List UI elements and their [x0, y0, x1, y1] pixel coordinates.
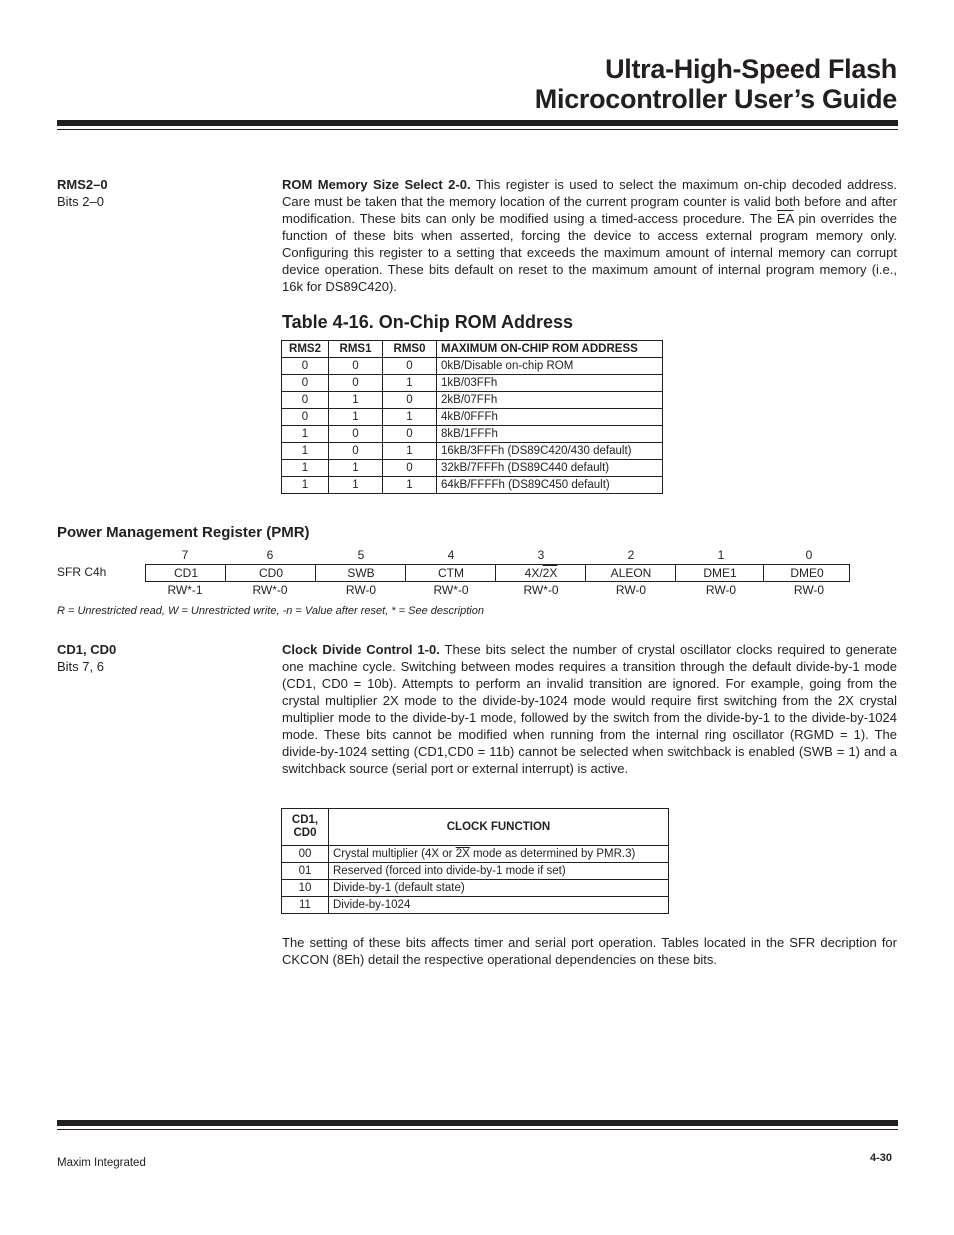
- cd-heading: Clock Divide Control 1-0.: [282, 642, 440, 657]
- rom-col-rms2: RMS2: [282, 341, 329, 358]
- table-cell: 1: [383, 443, 437, 460]
- pmr-section-title: Power Management Register (PMR): [57, 524, 310, 541]
- page-title-line-1: Ultra-High-Speed Flash: [605, 54, 897, 84]
- table-row: [282, 846, 669, 863]
- bit-number-0: 0: [805, 548, 813, 562]
- bit-name-4x-2x: [495, 565, 586, 581]
- table-cell: 0: [282, 409, 329, 426]
- table-cell: [329, 846, 669, 863]
- register-legend-note: R = Unrestricted read, W = Unrestricted write, -n = Value after reset, * = See description: [57, 605, 484, 617]
- table-cell: 32kB/7FFFh (DS89C440 default): [437, 460, 663, 477]
- table-cell: 11: [282, 897, 329, 914]
- rom-table-title: Table 4-16. On-Chip ROM Address: [282, 312, 574, 332]
- table-cell: 4kB/0FFFh: [437, 409, 663, 426]
- footer-rule-thick: [57, 1120, 898, 1126]
- table-cell: 1: [282, 443, 329, 460]
- ea-pin-label: $\overline{EA}$: [776, 211, 794, 226]
- table-cell: Reserved (forced into divide-by-1 mode if set): [329, 863, 669, 880]
- rms-text-a: This register is used to select the maximum on-chip decoded address. Care must be taken that the memory location of the current program counter is valid both before and after modification. These bits can only be modified using a timed-access procedure. The: [282, 177, 897, 226]
- bit-access-2: RW-0: [615, 583, 647, 597]
- bit-number-6: 6: [266, 548, 274, 562]
- table-row: [282, 392, 663, 409]
- table-cell: 0: [383, 358, 437, 375]
- table-row: [282, 409, 663, 426]
- sfr-address-label: SFR C4h: [57, 565, 107, 579]
- clock-row0-text-b: mode as determined by PMR.3): [469, 848, 636, 860]
- header-rule-thin: [57, 129, 898, 130]
- table-row: [282, 358, 663, 375]
- table-cell: 1: [329, 409, 383, 426]
- bit-number-5: 5: [357, 548, 365, 562]
- clock-col-code-line-1: CD1,: [291, 814, 319, 826]
- clock-col-code: [282, 809, 329, 846]
- bit-name-cd1: CD1: [145, 565, 226, 581]
- footer-company: Maxim Integrated: [57, 1157, 146, 1169]
- table-cell: 0: [282, 392, 329, 409]
- bit-access-6: RW*-0: [252, 583, 288, 597]
- bit-access-5: RW-0: [345, 583, 377, 597]
- clock-col-code-line-2: CD0: [293, 827, 317, 839]
- bit-access-1: RW-0: [705, 583, 737, 597]
- page-title-line-2: Microcontroller User’s Guide: [534, 84, 897, 114]
- table-cell: 2kB/07FFh: [437, 392, 663, 409]
- table-row: [282, 880, 669, 897]
- table-cell: 1: [329, 392, 383, 409]
- rom-col-rms0: RMS0: [383, 341, 437, 358]
- table-cell: 1: [383, 409, 437, 426]
- bit-name-dme0: DME0: [763, 565, 850, 581]
- table-cell: 0: [282, 375, 329, 392]
- bit-access-0: RW-0: [793, 583, 825, 597]
- rom-col-rms1: RMS1: [329, 341, 383, 358]
- table-cell: 00: [282, 846, 329, 863]
- clock-col-function: CLOCK FUNCTION: [329, 809, 669, 846]
- table-cell: Divide-by-1 (default state): [329, 880, 669, 897]
- rms-description: [282, 176, 897, 295]
- bit-access-4: RW*-0: [433, 583, 469, 597]
- bit-name-ctm: CTM: [405, 565, 496, 581]
- bit-name-swb: SWB: [315, 565, 406, 581]
- table-row: [282, 460, 663, 477]
- table-cell: 0: [329, 375, 383, 392]
- table-cell: 0: [383, 426, 437, 443]
- clock-row0-text-a: Crystal multiplier (4X or: [333, 848, 456, 860]
- bit-number-4: 4: [447, 548, 455, 562]
- table-cell: 10: [282, 880, 329, 897]
- table-cell: 0: [329, 426, 383, 443]
- rom-address-table: [281, 340, 663, 494]
- table-cell: Divide-by-1024: [329, 897, 669, 914]
- clock-row0-2x-bar: 2X: [455, 848, 470, 860]
- cd-text: These bits select the number of crystal oscillator clocks required to generate one machine cycle. Switching between modes requires a transition through the default divide-by-1 mode (CD1, CD0 = 10b). Attempts to perform an invalid transition are ignored. For example, going from the crystal multiplier 2X mode to the divide-by-1024 mode would require first switching from the 2X crystal multiplier mode to the divide-by-1 mode, followed by the switch from the divide-by-1 to the divide-by-1024 mode. These bits cannot be modified when running from the internal ring oscillator (RGMD = 1). The divide-by-1024 setting (CD1,CD0 = 11b) cannot be selected when switchback is enabled (SWB = 1) and a switchback source (serial port or external interrupt) is active.: [282, 642, 897, 776]
- clock-function-table: [281, 808, 669, 914]
- bit-access-3: RW*-0: [523, 583, 559, 597]
- table-row: [282, 897, 669, 914]
- bit-name-dme1: DME1: [675, 565, 764, 581]
- rms-field-name: RMS2–0: [57, 177, 108, 192]
- cd-field-bits: Bits 7, 6: [57, 659, 104, 674]
- table-cell: 0: [383, 460, 437, 477]
- table-cell: 1: [383, 375, 437, 392]
- page-number: 4-30: [869, 1152, 892, 1164]
- clock-table-header-row: [282, 809, 669, 846]
- table-cell: 1: [282, 426, 329, 443]
- table-cell: 0: [282, 358, 329, 375]
- bit-name-aleon: ALEON: [585, 565, 676, 581]
- bit-access-7: RW*-1: [167, 583, 203, 597]
- table-row: [282, 443, 663, 460]
- bit-number-2: 2: [627, 548, 635, 562]
- table-row: [282, 477, 663, 494]
- pmr-register-box: [145, 564, 850, 582]
- table-cell: 1: [282, 477, 329, 494]
- table-cell: 1kB/03FFh: [437, 375, 663, 392]
- table-cell: 1: [383, 477, 437, 494]
- cd-description: [282, 641, 897, 777]
- rom-col-max-address: MAXIMUM ON-CHIP ROM ADDRESS: [437, 341, 663, 358]
- rms-heading: ROM Memory Size Select 2-0.: [282, 177, 471, 192]
- table-cell: 1: [329, 477, 383, 494]
- bit-number-7: 7: [181, 548, 189, 562]
- table-row: [282, 863, 669, 880]
- cd-field-name: CD1, CD0: [57, 642, 117, 657]
- rom-table-header-row: [282, 341, 663, 358]
- bit-number-1: 1: [717, 548, 725, 562]
- table-cell: 0kB/Disable on-chip ROM: [437, 358, 663, 375]
- table-cell: 16kB/3FFFh (DS89C420/430 default): [437, 443, 663, 460]
- table-cell: 64kB/FFFFh (DS89C450 default): [437, 477, 663, 494]
- bit-name-2x-bar: 2X: [542, 566, 558, 580]
- table-cell: 0: [383, 392, 437, 409]
- bit-name-4x: 4X/: [524, 566, 543, 580]
- bit-number-3: 3: [537, 548, 545, 562]
- table-cell: 0: [329, 443, 383, 460]
- table-cell: 8kB/1FFFh: [437, 426, 663, 443]
- table-cell: 1: [329, 460, 383, 477]
- header-rule-thick: [57, 120, 898, 126]
- table-row: [282, 426, 663, 443]
- rms-text-b: pin overrides the function of these bits when asserted, forcing the device to access external program memory only. Configuring this register to a setting that exceeds the maximum amount of internal memory can corrupt device operation. These bits default on reset to the maximum amount of internal program memory (i.e., 16k for DS89C420).: [282, 211, 897, 294]
- rms-field-bits: Bits 2–0: [57, 194, 104, 209]
- bit-name-cd0: CD0: [225, 565, 316, 581]
- table-cell: 0: [329, 358, 383, 375]
- closing-paragraph: The setting of these bits affects timer and serial port operation. Tables located in the SFR decription for CKCON (8Eh) detail the respective operational dependencies on these bits.: [282, 935, 897, 967]
- table-cell: 1: [282, 460, 329, 477]
- table-cell: 01: [282, 863, 329, 880]
- table-row: [282, 375, 663, 392]
- footer-rule-thin: [57, 1129, 898, 1130]
